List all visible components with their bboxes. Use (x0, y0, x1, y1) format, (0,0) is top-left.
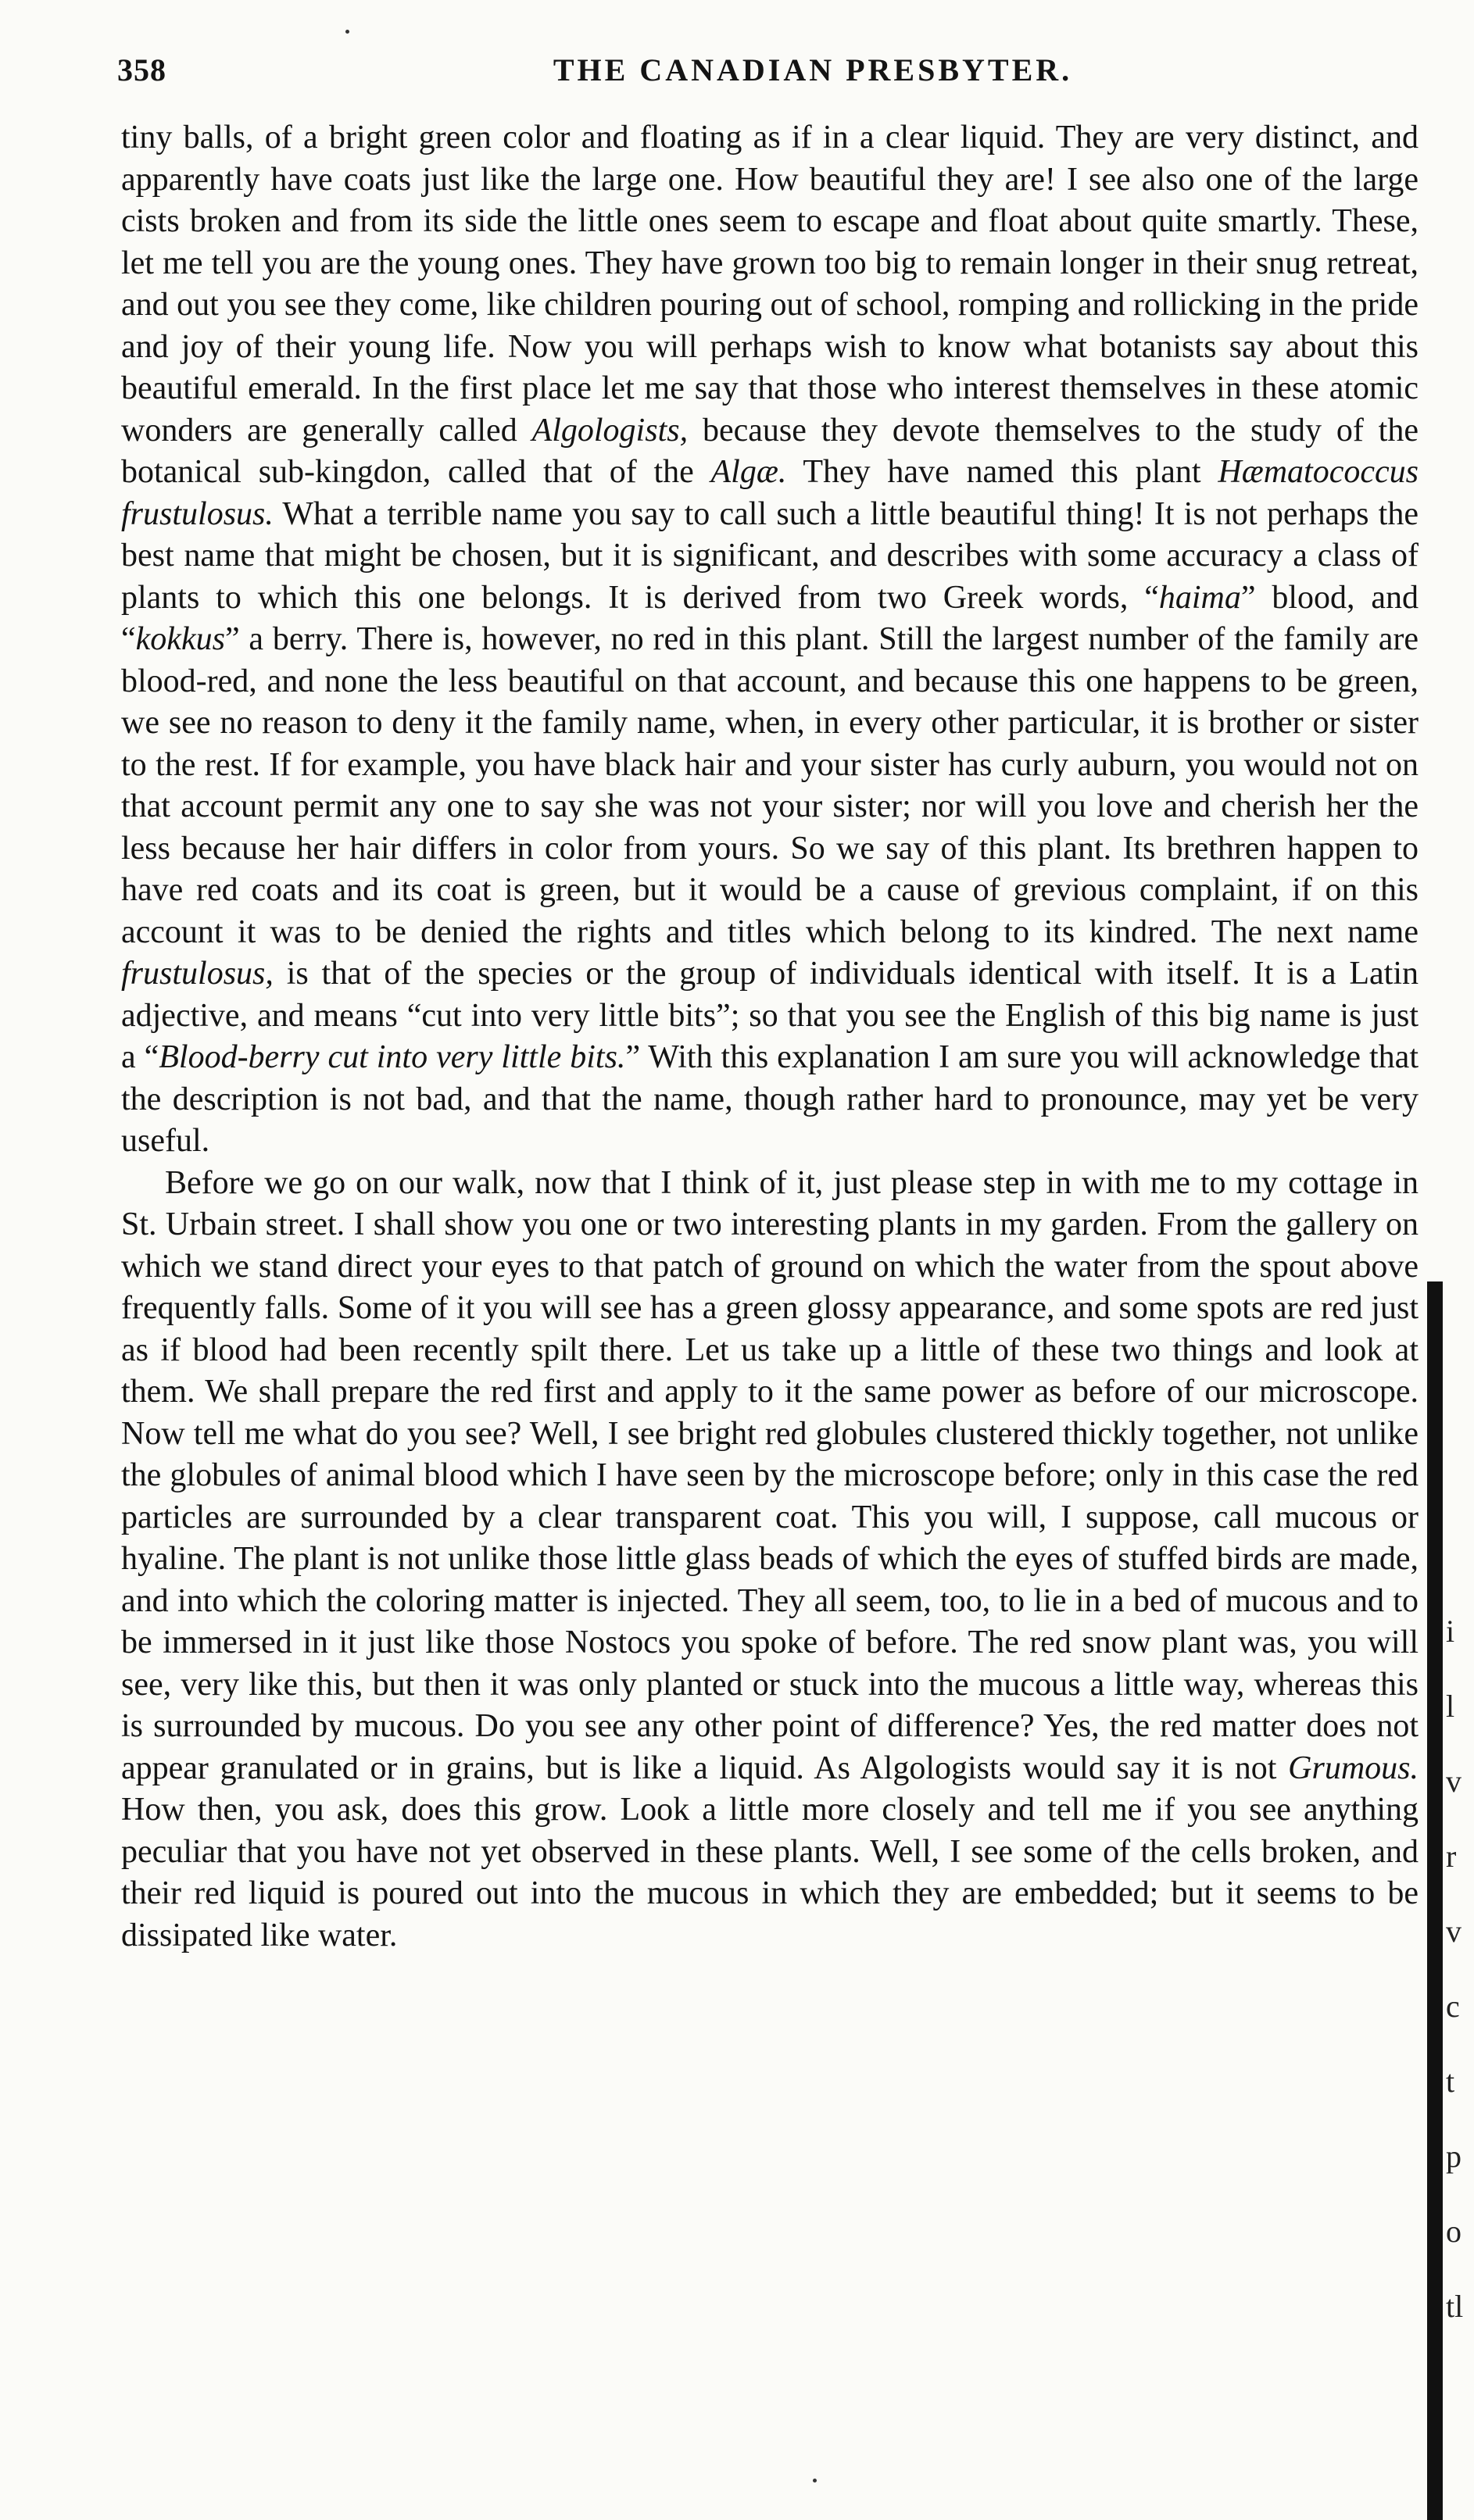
text-run: ” blood, and “ (121, 579, 1419, 657)
italic-term: Algæ. (710, 454, 787, 490)
print-speck (345, 30, 349, 34)
margin-letter: o (1446, 2214, 1461, 2249)
margin-letter: p (1446, 2139, 1461, 2174)
text-run: ” With this explanation I am sure you will acknowledge that the description is not bad, and that the name, though rather hard to pronounce, may yet be very useful. (121, 1039, 1419, 1159)
italic-term: Grumous. (1288, 1750, 1419, 1786)
margin-letter: t (1446, 2064, 1455, 2099)
text-run: is that of the species or the group of individuals identical with itself. It is a Latin adjective, and means “cut into very little bits”; so that you see the English of this big name is just a “ (121, 956, 1419, 1075)
italic-term: haima (1158, 579, 1241, 616)
margin-letter: i (1446, 1614, 1455, 1649)
paragraph-1 (121, 117, 1419, 1163)
page-number: 358 (117, 52, 166, 88)
running-head (117, 52, 1415, 98)
margin-letter: v (1446, 1764, 1461, 1799)
text-run: because they devote themselves to the study of the botanical sub-kingdon, called that of the (121, 412, 1419, 490)
text-run: tiny balls, of a bright green color and floating as if in a clear liquid. They are very distinct, and apparently have coats just like the large one. How beautiful they are! I see also one of the large cists broken and from its side the little ones seem to escape and float about quite smartly. These, let me tell you are the young ones. They have grown too big to remain longer in their snug retreat, and out you see they come, like children pouring out of school, romping and rollicking in the pride and joy of their young life. Now you will perhaps wish to know what botanists say about this beautiful emerald. In the first place let me say that those who interest themselves in these atomic wonders are generally called (121, 120, 1419, 449)
text-run: Before we go on our walk, now that I think of it, just please step in with me to my cottage in St. Urbain street. I shall show you one or two interesting plants in my garden. From the gallery on which we stand direct your eyes to that patch of ground on which the water from the spout above frequently falls. Some of it you will see has a green glossy appearance, and some spots are red just as if blood had been recently spilt there. Let us take up a little of these two things and look at them. We shall prepare the red first and apply to it the same power as before of our microscope. Now tell me what do you see? Well, I see bright red globules clustered thickly together, not unlike the globules of animal blood which I have seen by the microscope before; only in this case the red particles are surrounded by a clear transparent coat. This you will, I suppose, call mucous or hyaline. The plant is not unlike those little glass beads of which the eyes of stuffed birds are made, and into which the coloring matter is injected. They all seem, too, to lie in a bed of mucous and to be immersed in it just like those Nostocs you spoke of before. The red snow plant was, you will see, very like this, but then it was only planted or stuck into the mucous a little way, whereas this is surrounded by mucous. Do you see any other point of difference? Yes, the red matter does not appear granulated or in grains, but is like a liquid. As Algologists would say it is not (121, 1164, 1419, 1786)
adjacent-page-fragments (1446, 1594, 1474, 2344)
margin-letter: r (1446, 1839, 1457, 1874)
text-run: How then, you ask, does this grow. Look a little more closely and tell me if you see anything peculiar that you have not yet observed in these plants. Well, I see some of the cells broken, and their red liquid is poured out into the mucous in which they are embedded; but it seems to be dissipated like water. (121, 1792, 1419, 1953)
binding-edge-shadow (1427, 1281, 1443, 2520)
italic-term: frustulosus, (121, 956, 274, 992)
italic-term: Algologists, (531, 412, 689, 449)
text-run: They have named this plant (786, 454, 1218, 490)
italic-term: kokkus (135, 621, 225, 657)
paragraph-2 (121, 1163, 1419, 1957)
margin-letter: l (1446, 1689, 1455, 1724)
article-text-column (121, 117, 1419, 1957)
italic-term: Blood-berry cut into very little bits. (159, 1039, 626, 1075)
print-speck (813, 2479, 817, 2482)
text-run: What a terrible name you say to call such a little beautiful thing! It is not perhaps the best name that might be chosen, but it is significant, and describes with some accuracy a class of plants to which this one belongs. It is derived from two Greek words, “ (121, 495, 1419, 616)
margin-letter: tl (1446, 2289, 1464, 2324)
italic-term: Hæmatococcus frustulosus. (121, 454, 1419, 532)
margin-letter: c (1446, 1989, 1460, 2024)
margin-letter: v (1446, 1914, 1461, 1949)
journal-title: THE CANADIAN PRESBYTER. (553, 52, 1073, 88)
text-run: ” a berry. There is, however, no red in this plant. Still the largest number of the family are blood-red, and none the less beautiful on that account, and because this one happens to be green, we see no reason to deny it the family name, when, in every other particular, it is brother or sister to the rest. If for example, you have black hair and your sister has curly auburn, you would not on that account permit any one to say she was not your sister; nor will you love and cherish her the less because her hair differs in color from yours. So we say of this plant. Its brethren happen to have red coats and its coat is green, but it would be a cause of grevious complaint, if on this account it was to be denied the rights and titles which belong to its kindred. The next name (121, 621, 1419, 950)
